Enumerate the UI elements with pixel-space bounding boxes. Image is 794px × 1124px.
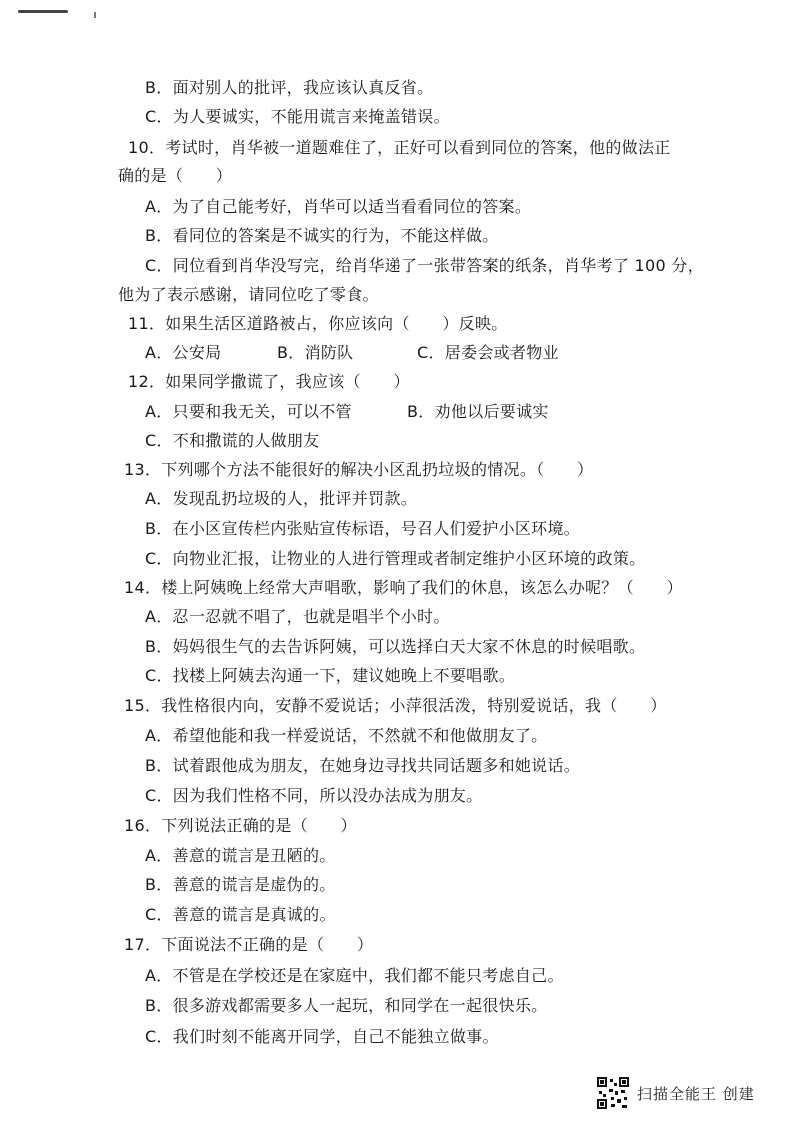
q10-option-a: A．为了自己能考好，肖华可以适当看看同位的答案。 [145,197,532,216]
q10-option-c: C．同位看到肖华没写完，给肖华递了一张带答案的纸条，肖华考了 100 分， [145,256,704,275]
q13-option-c: C．向物业汇报，让物业的人进行管理或者制定维护小区环境的政策。 [145,549,646,568]
q15-option-c: C．因为我们性格不同，所以没办法成为朋友。 [145,786,483,805]
scanner-watermark-text: 扫描全能王 创建 [637,1084,755,1103]
q15-option-b: B．试着跟他成为朋友，在她身边寻找共同话题多和她说话。 [145,756,581,775]
q17-option-a: A．不管是在学校还是在家庭中，我们都不能只考虑自己。 [145,966,564,985]
q16-option-b: B．善意的谎言是虚伪的。 [145,875,336,894]
q11-stem: 11．如果生活区道路被占，你应该向（ ）反映。 [128,314,508,333]
q13-stem: 13．下列哪个方法不能很好的解决小区乱扔垃圾的情况。（ ） [124,460,594,479]
q15-option-a: A．希望他能和我一样爱说话，不然就不和他做朋友了。 [145,726,548,745]
q11-options [145,342,559,364]
q12-option-a: A．只要和我无关，可以不管 [145,402,352,421]
q11-option-c: C．居委会或者物业 [417,343,559,362]
q14-option-c: C．找楼上阿姨去沟通一下，建议她晚上不要唱歌。 [145,666,516,685]
q9-option-c: C．为人要诚实，不能用谎言来掩盖错误。 [145,107,450,126]
q13-option-a: A．发现乱扔垃圾的人，批评并罚款。 [145,489,418,508]
q11-option-a: A．公安局 [145,343,222,362]
scanner-watermark [597,1076,755,1110]
q14-option-a: A．忍一忍就不唱了，也就是唱半个小时。 [145,607,450,626]
q17-option-b: B．很多游戏都需要多人一起玩，和同学在一起很快乐。 [145,996,548,1015]
q15-stem: 15．我性格很内向，安静不爱说话；小萍很活泼，特别爱说话，我（ ） [124,696,667,715]
qr-code-icon [597,1077,629,1109]
q14-option-b: B．妈妈很生气的去告诉阿姨，可以选择白天大家不休息的时候唱歌。 [145,637,646,656]
q12-stem: 12．如果同学撒谎了，我应该（ ） [128,372,410,391]
q9-option-b: B．面对别人的批评，我应该认真反省。 [145,78,434,97]
q12-options-row [145,401,549,423]
q17-stem: 17．下面说法不正确的是（ ） [124,935,374,954]
q13-option-b: B．在小区宣传栏内张贴宣传标语，号召人们爱护小区环境。 [145,519,581,538]
q14-stem: 14．楼上阿姨晚上经常大声唱歌，影响了我们的休息，该怎么办呢？（ ） [124,578,683,597]
q10-option-b: B．看同位的答案是不诚实的行为，不能这样做。 [145,226,499,245]
q10-stem-cont: 确的是（ ） [118,166,233,185]
scan-artifact [94,12,96,18]
q16-option-c: C．善意的谎言是真诚的。 [145,905,336,924]
q10-stem: 10．考试时，肖华被一道题难住了，正好可以看到同位的答案，他的做法正 [128,138,671,157]
q16-option-a: A．善意的谎言是丑陋的。 [145,846,336,865]
q17-option-c: C．我们时刻不能离开同学，自己不能独立做事。 [145,1027,499,1046]
scan-artifact [18,10,68,13]
q11-option-b: B．消防队 [277,343,354,362]
q12-option-c: C．不和撒谎的人做朋友 [145,431,320,450]
q12-option-b: B．劝他以后要诚实 [407,402,549,421]
q10-option-c-cont: 他为了表示感谢，请同位吃了零食。 [118,285,379,304]
q16-stem: 16．下列说法正确的是（ ） [124,816,357,835]
